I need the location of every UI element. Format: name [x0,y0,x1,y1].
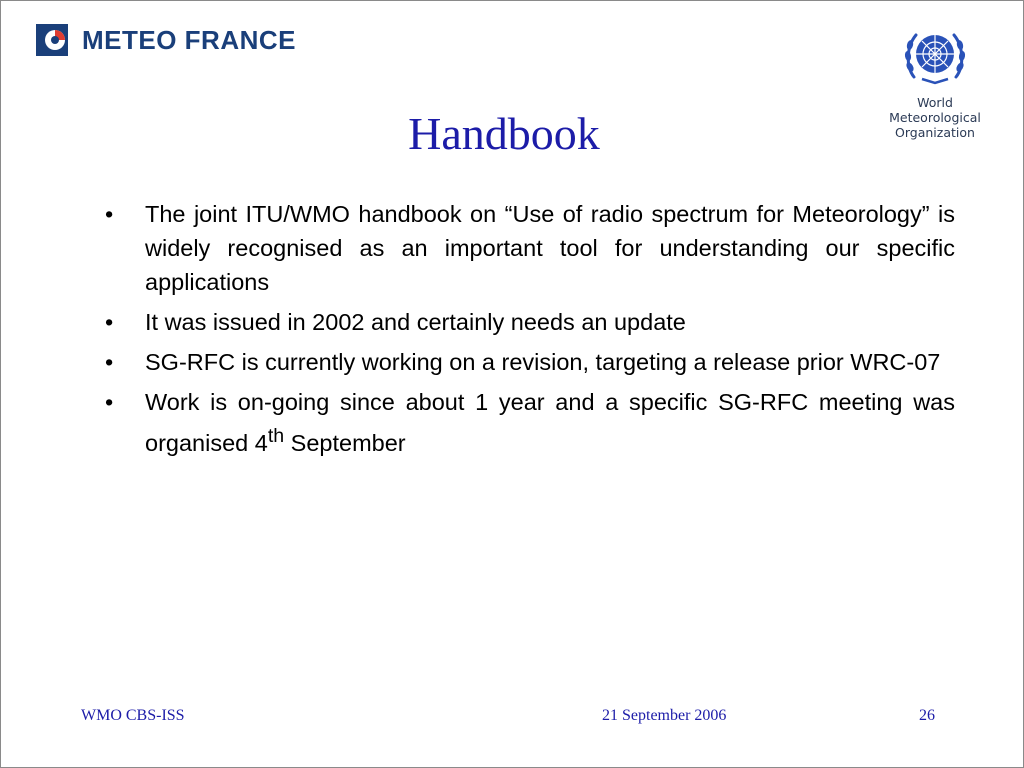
superscript: th [267,425,285,447]
bullet-item [105,385,955,460]
bullet-icon: • [105,389,114,415]
bullet-text [145,389,955,456]
bullet-text: The joint ITU/WMO handbook on “Use of radio spectrum for Meteorology” is widely recognised as an important tool for understanding our specific applications [145,201,955,295]
wmo-name-line-2: Meteorological [889,110,981,125]
bullet-text: It was issued in 2002 and certainly needs an update [145,309,686,335]
bullet-item [105,345,955,379]
bullet-text: SG-RFC is currently working on a revision, targeting a release prior WRC-07 [145,349,941,375]
bullet-icon: • [105,309,114,335]
bullet-item [105,197,955,299]
wmo-name-line-3: Organization [895,125,975,140]
bullet-icon: • [105,349,114,375]
bullet-text-start: Work is on-going since about 1 year and a specific SG-RFC meeting was organised 4 [145,389,955,456]
meteo-france-wordmark: METEO FRANCE [82,24,296,55]
footer-event: WMO CBS-ISS [81,707,185,724]
bullet-icon: • [105,201,114,227]
footer-date: 21 September 2006 [602,707,727,724]
bullet-list [105,197,955,466]
meteo-france-logo [36,23,296,57]
page-number: 26 [919,707,935,724]
bullet-text-end: September [284,429,406,456]
wmo-name-line-1: World [917,95,953,110]
wmo-emblem-icon [902,23,968,89]
meteo-france-emblem-icon [36,24,68,56]
slide-title: Handbook [408,108,600,159]
bullet-item [105,305,955,339]
